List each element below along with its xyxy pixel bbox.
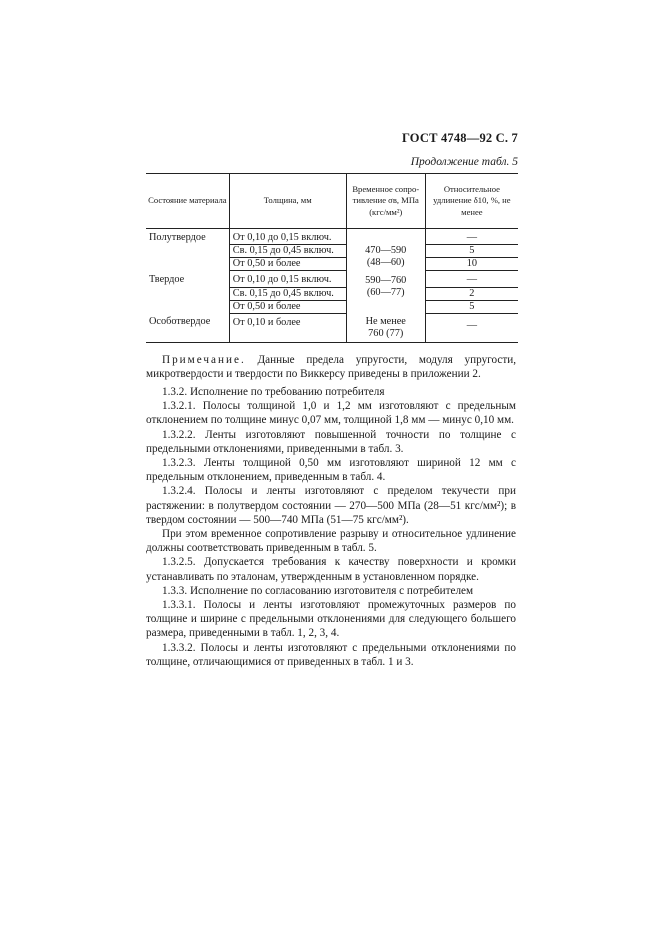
thickness-cell: От 0,50 и более <box>229 258 346 271</box>
state-cell: Твердое <box>149 273 185 285</box>
table-row <box>146 313 518 343</box>
thickness-cell: Св. 0,15 до 0,45 включ. <box>229 287 346 300</box>
note-text: Данные предела упругости, модуля упругости, микротвердости и твердости по Виккерсу приведены в приложении 2. <box>146 354 516 381</box>
properties-table <box>146 173 518 343</box>
column-header-elongation: Относительное удлинение δ10, %, не менее <box>425 174 518 229</box>
table-row <box>146 271 518 287</box>
thickness-cell: Св. 0,15 до 0,45 включ. <box>229 245 346 258</box>
paragraph: 1.3.3.1. Полосы и ленты изготовляют промежуточных размеров по толщине и ширине с предельными отклонениями для следующего большего размера, приведенными в табл. 1, 2, 3, 4. <box>146 599 516 640</box>
strength-cell: Не менее 760 (77) <box>346 313 425 343</box>
paragraph: При этом временное сопротивление разрыву и относительное удлинение должны соответствовать приведенным в табл. 5. <box>146 528 516 555</box>
paragraph: 1.3.2.4. Полосы и ленты изготовляют с пределом текучести при растяжении: в полутвердом состоянии — 270—500 МПа (28—51 кгс/мм²); в твердом состоянии — 500—740 МПа (51—75 кгс/мм²). <box>146 485 516 526</box>
thickness-cell: От 0,50 и более <box>229 300 346 313</box>
state-cell: Особотвердое <box>146 313 229 343</box>
column-header-state: Состояние материала <box>146 174 229 229</box>
table-row <box>146 229 518 245</box>
column-header-strength: Временное сопро-тивление σв, МПа (кгс/мм²) <box>346 174 425 229</box>
thickness-cell: От 0,10 до 0,15 включ. <box>229 271 346 287</box>
elongation-cell: 10 <box>425 258 518 271</box>
document-reference: ГОСТ 4748—92 С. 7 <box>401 131 518 145</box>
table-note <box>146 353 516 381</box>
elongation-cell: — <box>425 313 518 343</box>
thickness-cell: От 0,10 до 0,15 включ. <box>229 229 346 245</box>
elongation-cell: — <box>425 271 518 287</box>
note-label: Примечание. <box>162 354 246 366</box>
column-header-thickness: Толщина, мм <box>229 174 346 229</box>
elongation-cell: 5 <box>425 300 518 313</box>
paragraph: 1.3.2.5. Допускается требования к качеству поверхности и кромки устанавливать по эталонам, утвержденным в установленном порядке. <box>146 556 516 583</box>
table-header-row <box>146 174 518 229</box>
paragraph: 1.3.2.1. Полосы толщиной 1,0 и 1,2 мм изготовляют с предельным отклонением по толщине минус 0,07 мм, толщиной 1,8 мм — минус 0,10 мм. <box>146 400 516 427</box>
paragraph: 1.3.2.3. Ленты толщиной 0,50 мм изготовляют шириной 12 мм с предельным отклонением, приведенным в табл. 4. <box>146 457 516 484</box>
paragraph: 1.3.3.2. Полосы и ленты изготовляют с предельными отклонениями по толщине, отличающимися от приведенных в табл. 1 и 3. <box>146 641 516 668</box>
state-cell: Полутвердое <box>149 232 206 243</box>
strength-cell: 590—760 (60—77) <box>346 271 425 313</box>
elongation-cell: 2 <box>425 287 518 300</box>
section-heading: 1.3.2. Исполнение по требованию потребителя <box>162 386 385 398</box>
elongation-cell: — <box>425 229 518 245</box>
table-continuation-caption: Продолжение табл. 5 <box>410 156 518 168</box>
paragraph: 1.3.2.2. Ленты изготовляют повышенной точности по толщине с предельными отклонениями, приведенными в табл. 3. <box>146 428 516 455</box>
thickness-cell: От 0,10 и более <box>229 313 346 343</box>
strength-cell: 470—590 (48—60) <box>346 229 425 271</box>
section-heading: 1.3.3. Исполнение по согласованию изготовителя с потребителем <box>162 584 474 597</box>
body-text <box>146 385 516 669</box>
elongation-cell: 5 <box>425 245 518 258</box>
